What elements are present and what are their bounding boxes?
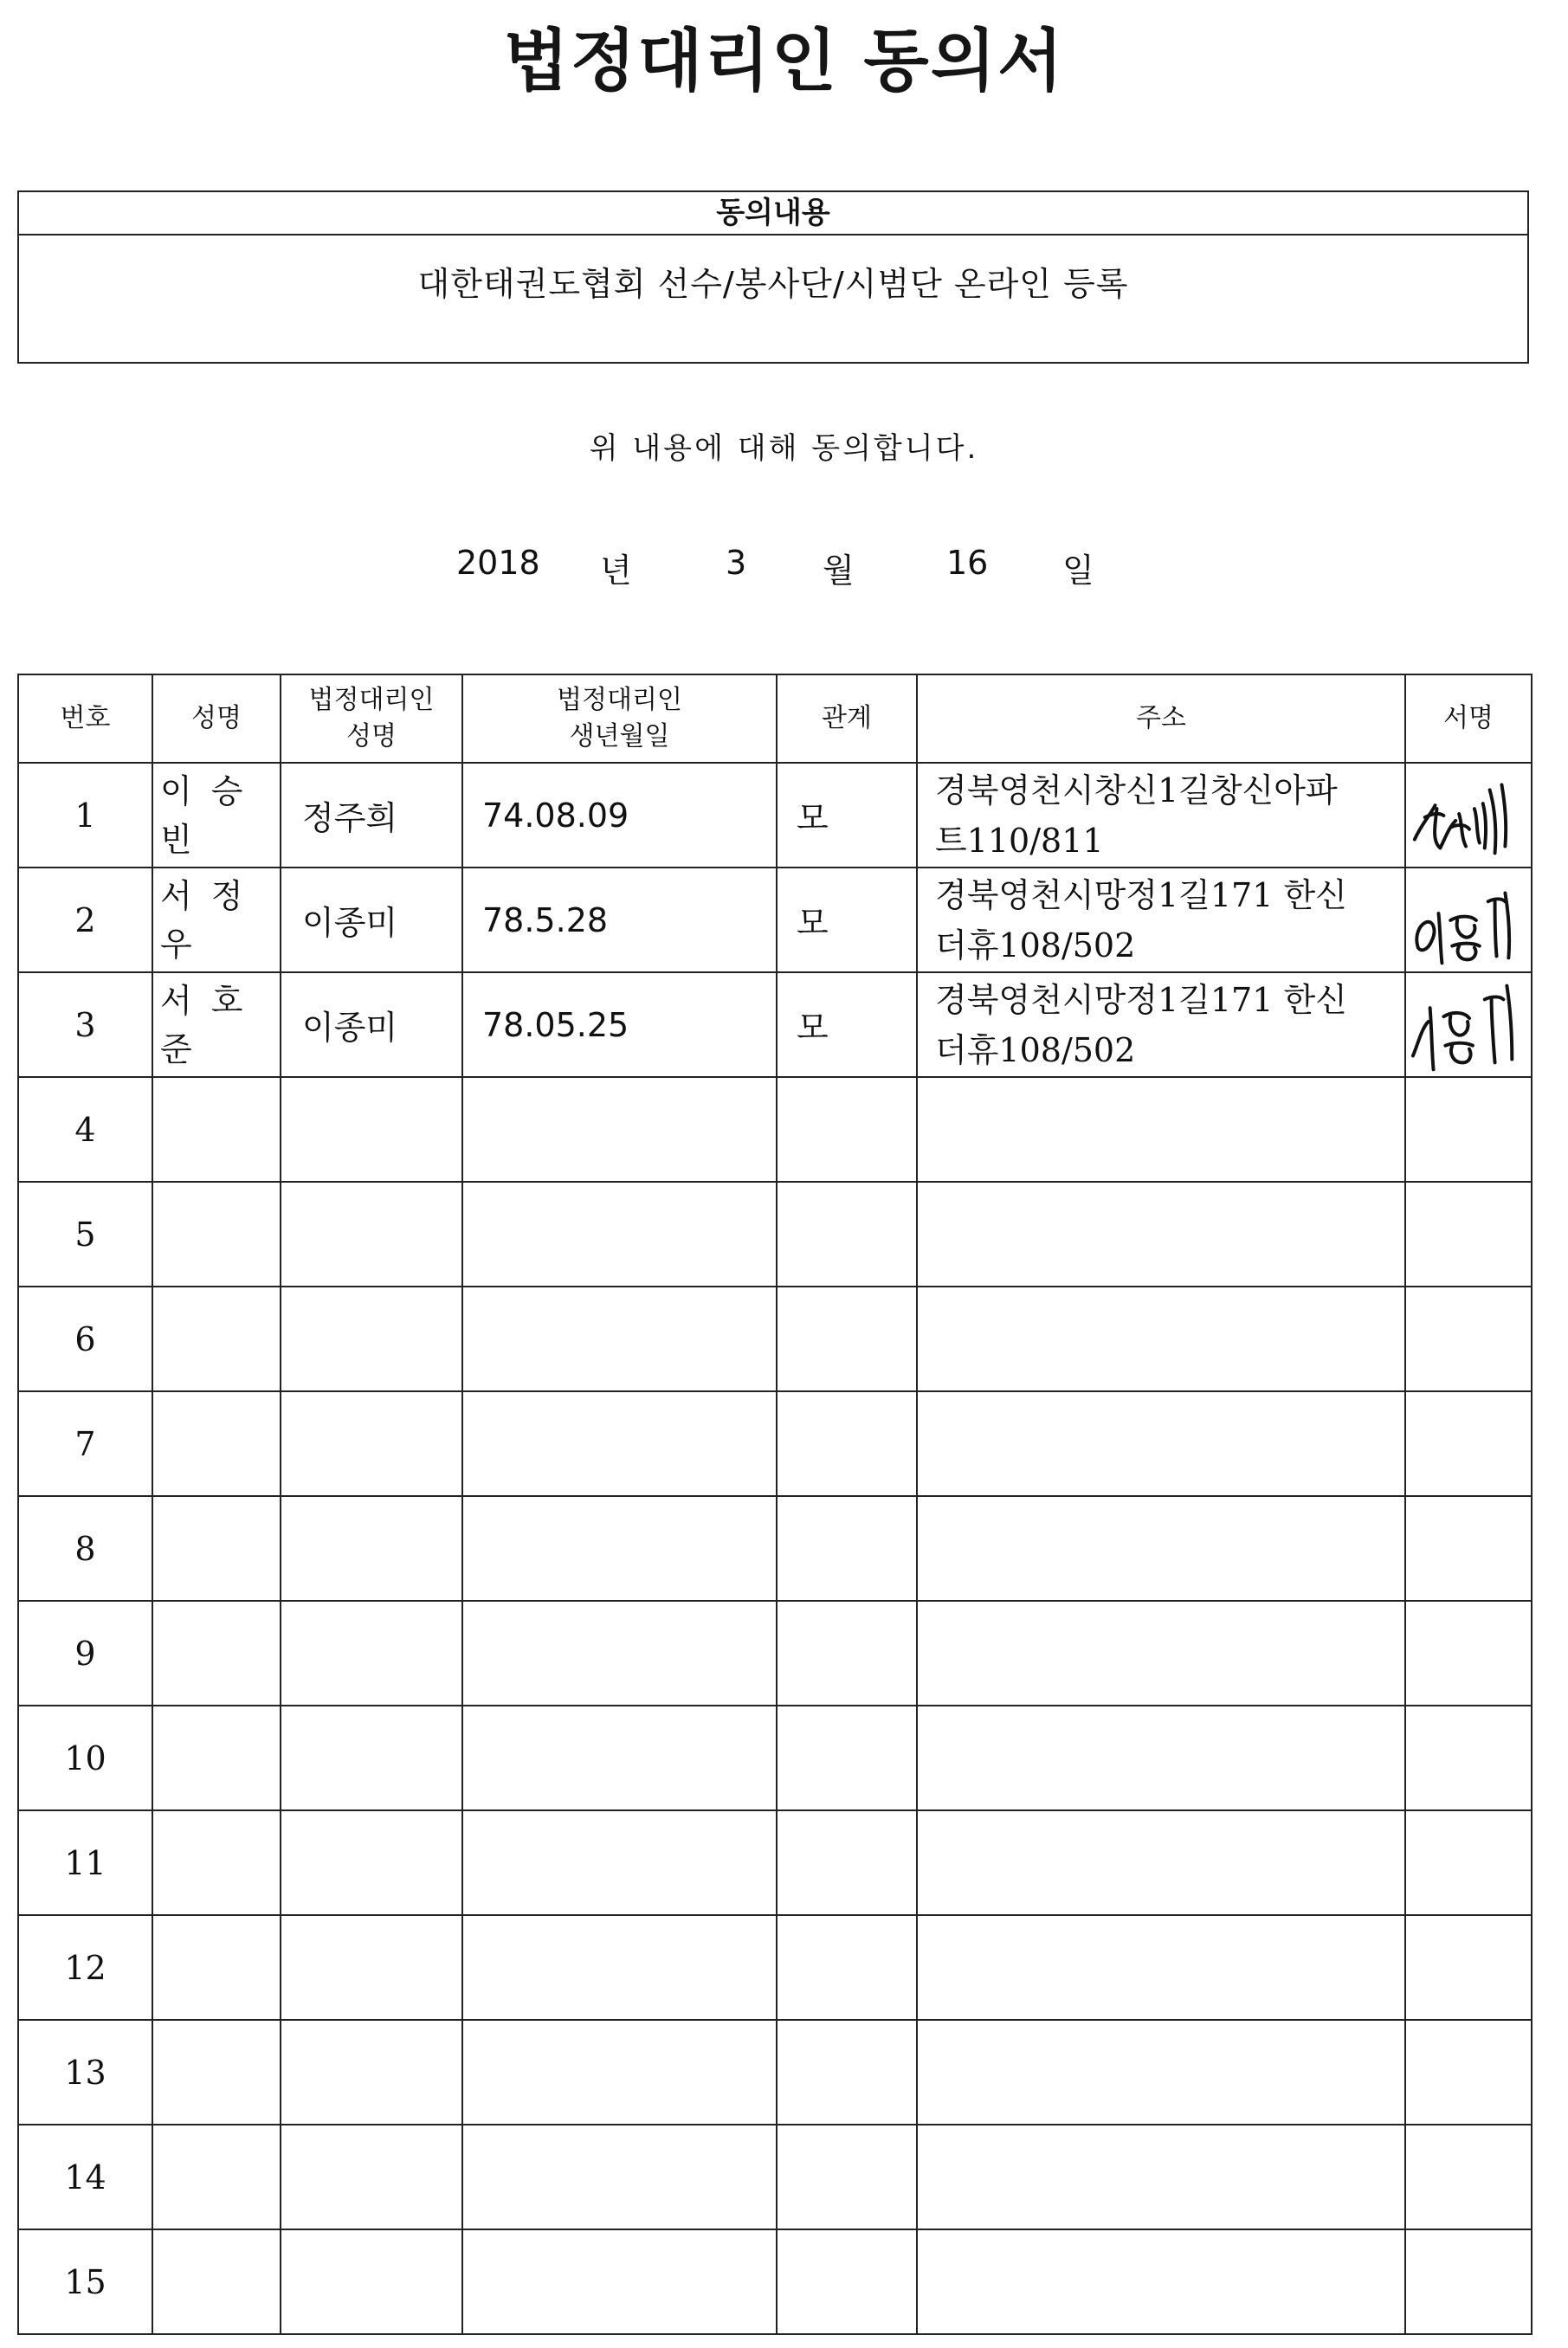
table-row xyxy=(18,2229,1532,2334)
header-relation: 관계 xyxy=(777,674,917,763)
guardian-birthdate xyxy=(462,1810,777,1915)
date-day: 16 xyxy=(946,544,989,582)
table-row xyxy=(18,1601,1532,1706)
student-name xyxy=(152,1810,281,1915)
signature-cell xyxy=(1405,2125,1532,2229)
guardian-name xyxy=(281,1601,462,1706)
address xyxy=(917,1706,1405,1810)
address xyxy=(917,1601,1405,1706)
student-name-line1: 서호 xyxy=(160,981,262,1020)
table-row xyxy=(18,1391,1532,1496)
guardian-birthdate xyxy=(462,1915,777,2020)
student-name xyxy=(152,868,281,972)
signature-cell xyxy=(1405,1287,1532,1391)
student-name xyxy=(152,2020,281,2125)
date-month-unit: 월 xyxy=(823,552,855,590)
date-year: 2018 xyxy=(456,544,540,582)
student-name xyxy=(152,1077,281,1182)
address-line2: 더휴108/502 xyxy=(935,926,1136,964)
student-name xyxy=(152,1706,281,1810)
guardian-birthdate: 74.08.09 xyxy=(462,763,777,868)
signature-cell xyxy=(1405,868,1532,972)
table-row xyxy=(18,2020,1532,2125)
guardian-birthdate: 78.5.28 xyxy=(462,868,777,972)
table-row xyxy=(18,1706,1532,1810)
address-line2: 더휴108/502 xyxy=(935,1030,1136,1069)
row-number: 6 xyxy=(18,1287,152,1391)
header-number: 번호 xyxy=(18,674,152,763)
guardian-name: 이종미 xyxy=(281,868,462,972)
row-number: 15 xyxy=(18,2229,152,2334)
guardian-birthdate xyxy=(462,2229,777,2334)
relation xyxy=(777,1182,917,1287)
date-year-unit: 년 xyxy=(600,552,632,590)
row-number: 9 xyxy=(18,1601,152,1706)
guardian-name: 정주희 xyxy=(281,763,462,868)
row-number: 14 xyxy=(18,2125,152,2229)
guardian-birthdate xyxy=(462,2020,777,2125)
consent-content-box xyxy=(17,190,1529,364)
row-number: 3 xyxy=(18,972,152,1077)
student-name-line1: 이승 xyxy=(160,771,262,810)
header-guardian-birth-line1: 법정대리인 xyxy=(557,685,682,715)
header-signature: 서명 xyxy=(1405,674,1532,763)
table-row xyxy=(18,1915,1532,2020)
relation xyxy=(777,1706,917,1810)
relation xyxy=(777,2020,917,2125)
address-line1: 경북영천시창신1길창신아파 xyxy=(935,771,1338,810)
header-address: 주소 xyxy=(917,674,1405,763)
row-number: 12 xyxy=(18,1915,152,2020)
guardian-birthdate xyxy=(462,1391,777,1496)
header-guardian-name-line1: 법정대리인 xyxy=(308,685,435,715)
row-number: 4 xyxy=(18,1077,152,1182)
signature-cell xyxy=(1405,972,1532,1077)
row-number: 5 xyxy=(18,1182,152,1287)
relation xyxy=(777,2229,917,2334)
header-name: 성명 xyxy=(152,674,281,763)
address-line2: 트110/811 xyxy=(935,821,1104,860)
table-row xyxy=(18,763,1532,868)
student-name xyxy=(152,1496,281,1601)
guardian-roster-table xyxy=(17,674,1533,2335)
row-number: 13 xyxy=(18,2020,152,2125)
signature-cell xyxy=(1405,2020,1532,2125)
row-number: 1 xyxy=(18,763,152,868)
signature-cell xyxy=(1405,1077,1532,1182)
signature-cell xyxy=(1405,1496,1532,1601)
guardian-name xyxy=(281,1287,462,1391)
address xyxy=(917,763,1405,868)
student-name xyxy=(152,1601,281,1706)
row-number: 10 xyxy=(18,1706,152,1810)
guardian-name xyxy=(281,2020,462,2125)
row-number: 8 xyxy=(18,1496,152,1601)
relation xyxy=(777,1915,917,2020)
signing-date xyxy=(0,544,1568,590)
row-number: 11 xyxy=(18,1810,152,1915)
guardian-birthdate xyxy=(462,1182,777,1287)
address xyxy=(917,1287,1405,1391)
relation: 모 xyxy=(777,763,917,868)
table-row xyxy=(18,1077,1532,1182)
relation xyxy=(777,1601,917,1706)
student-name-line2: 준 xyxy=(160,1029,211,1068)
student-name xyxy=(152,1391,281,1496)
row-number: 2 xyxy=(18,868,152,972)
handwritten-signature xyxy=(1406,764,1531,867)
student-name xyxy=(152,1915,281,2020)
guardian-name xyxy=(281,2229,462,2334)
signature-cell xyxy=(1405,1810,1532,1915)
guardian-name xyxy=(281,1706,462,1810)
consent-heading: 동의내용 xyxy=(19,192,1527,235)
table-header-row xyxy=(18,674,1532,763)
agree-statement: 위 내용에 대해 동의합니다. xyxy=(589,431,979,466)
address xyxy=(917,1915,1405,2020)
guardian-name xyxy=(281,1182,462,1287)
header-guardian-birth xyxy=(462,674,777,763)
guardian-name xyxy=(281,1077,462,1182)
student-name-line2: 우 xyxy=(160,925,211,964)
student-name-line1: 서정 xyxy=(160,876,262,915)
signature-cell xyxy=(1405,1182,1532,1287)
relation: 모 xyxy=(777,868,917,972)
guardian-name xyxy=(281,1810,462,1915)
relation xyxy=(777,1810,917,1915)
row-number: 7 xyxy=(18,1391,152,1496)
signature-cell xyxy=(1405,2229,1532,2334)
guardian-birthdate xyxy=(462,1287,777,1391)
date-day-unit: 일 xyxy=(1062,552,1094,590)
relation xyxy=(777,2125,917,2229)
address xyxy=(917,2020,1405,2125)
student-name xyxy=(152,2125,281,2229)
guardian-birthdate xyxy=(462,1601,777,1706)
table-row xyxy=(18,1287,1532,1391)
header-guardian-name-line2: 성명 xyxy=(346,721,397,751)
guardian-birthdate xyxy=(462,1706,777,1810)
address xyxy=(917,972,1405,1077)
signature-cell xyxy=(1405,1391,1532,1496)
relation xyxy=(777,1391,917,1496)
address xyxy=(917,1810,1405,1915)
address xyxy=(917,868,1405,972)
signature-cell xyxy=(1405,1601,1532,1706)
handwritten-signature xyxy=(1406,868,1531,971)
guardian-name xyxy=(281,1391,462,1496)
document-title: 법정대리인 동의서 xyxy=(503,23,1065,100)
signature-cell xyxy=(1405,1706,1532,1810)
handwritten-signature xyxy=(1406,973,1531,1076)
guardian-birthdate xyxy=(462,1496,777,1601)
student-name xyxy=(152,1287,281,1391)
address xyxy=(917,2229,1405,2334)
consent-text: 대한태권도협회 선수/봉사단/시범단 온라인 등록 xyxy=(417,265,1129,303)
date-month: 3 xyxy=(726,544,747,582)
address xyxy=(917,1496,1405,1601)
student-name-line2: 빈 xyxy=(160,820,211,859)
table-row xyxy=(18,1182,1532,1287)
guardian-name xyxy=(281,2125,462,2229)
table-row xyxy=(18,2125,1532,2229)
relation: 모 xyxy=(777,972,917,1077)
address xyxy=(917,2125,1405,2229)
guardian-birthdate xyxy=(462,1077,777,1182)
relation xyxy=(777,1287,917,1391)
header-guardian-birth-line2: 생년월일 xyxy=(569,721,670,751)
address xyxy=(917,1182,1405,1287)
address xyxy=(917,1077,1405,1182)
address xyxy=(917,1391,1405,1496)
guardian-birthdate: 78.05.25 xyxy=(462,972,777,1077)
table-row xyxy=(18,972,1532,1077)
guardian-name: 이종미 xyxy=(281,972,462,1077)
address-line1: 경북영천시망정1길171 한신 xyxy=(935,875,1347,914)
guardian-name xyxy=(281,1915,462,2020)
table-row xyxy=(18,1496,1532,1601)
table-row xyxy=(18,868,1532,972)
signature-cell xyxy=(1405,1915,1532,2020)
guardian-name xyxy=(281,1496,462,1601)
header-guardian-name xyxy=(281,674,462,763)
relation xyxy=(777,1077,917,1182)
student-name xyxy=(152,763,281,868)
guardian-birthdate xyxy=(462,2125,777,2229)
relation xyxy=(777,1496,917,1601)
student-name xyxy=(152,1182,281,1287)
signature-cell xyxy=(1405,763,1532,868)
table-row xyxy=(18,1810,1532,1915)
student-name xyxy=(152,2229,281,2334)
address-line1: 경북영천시망정1길171 한신 xyxy=(935,980,1347,1019)
student-name xyxy=(152,972,281,1077)
